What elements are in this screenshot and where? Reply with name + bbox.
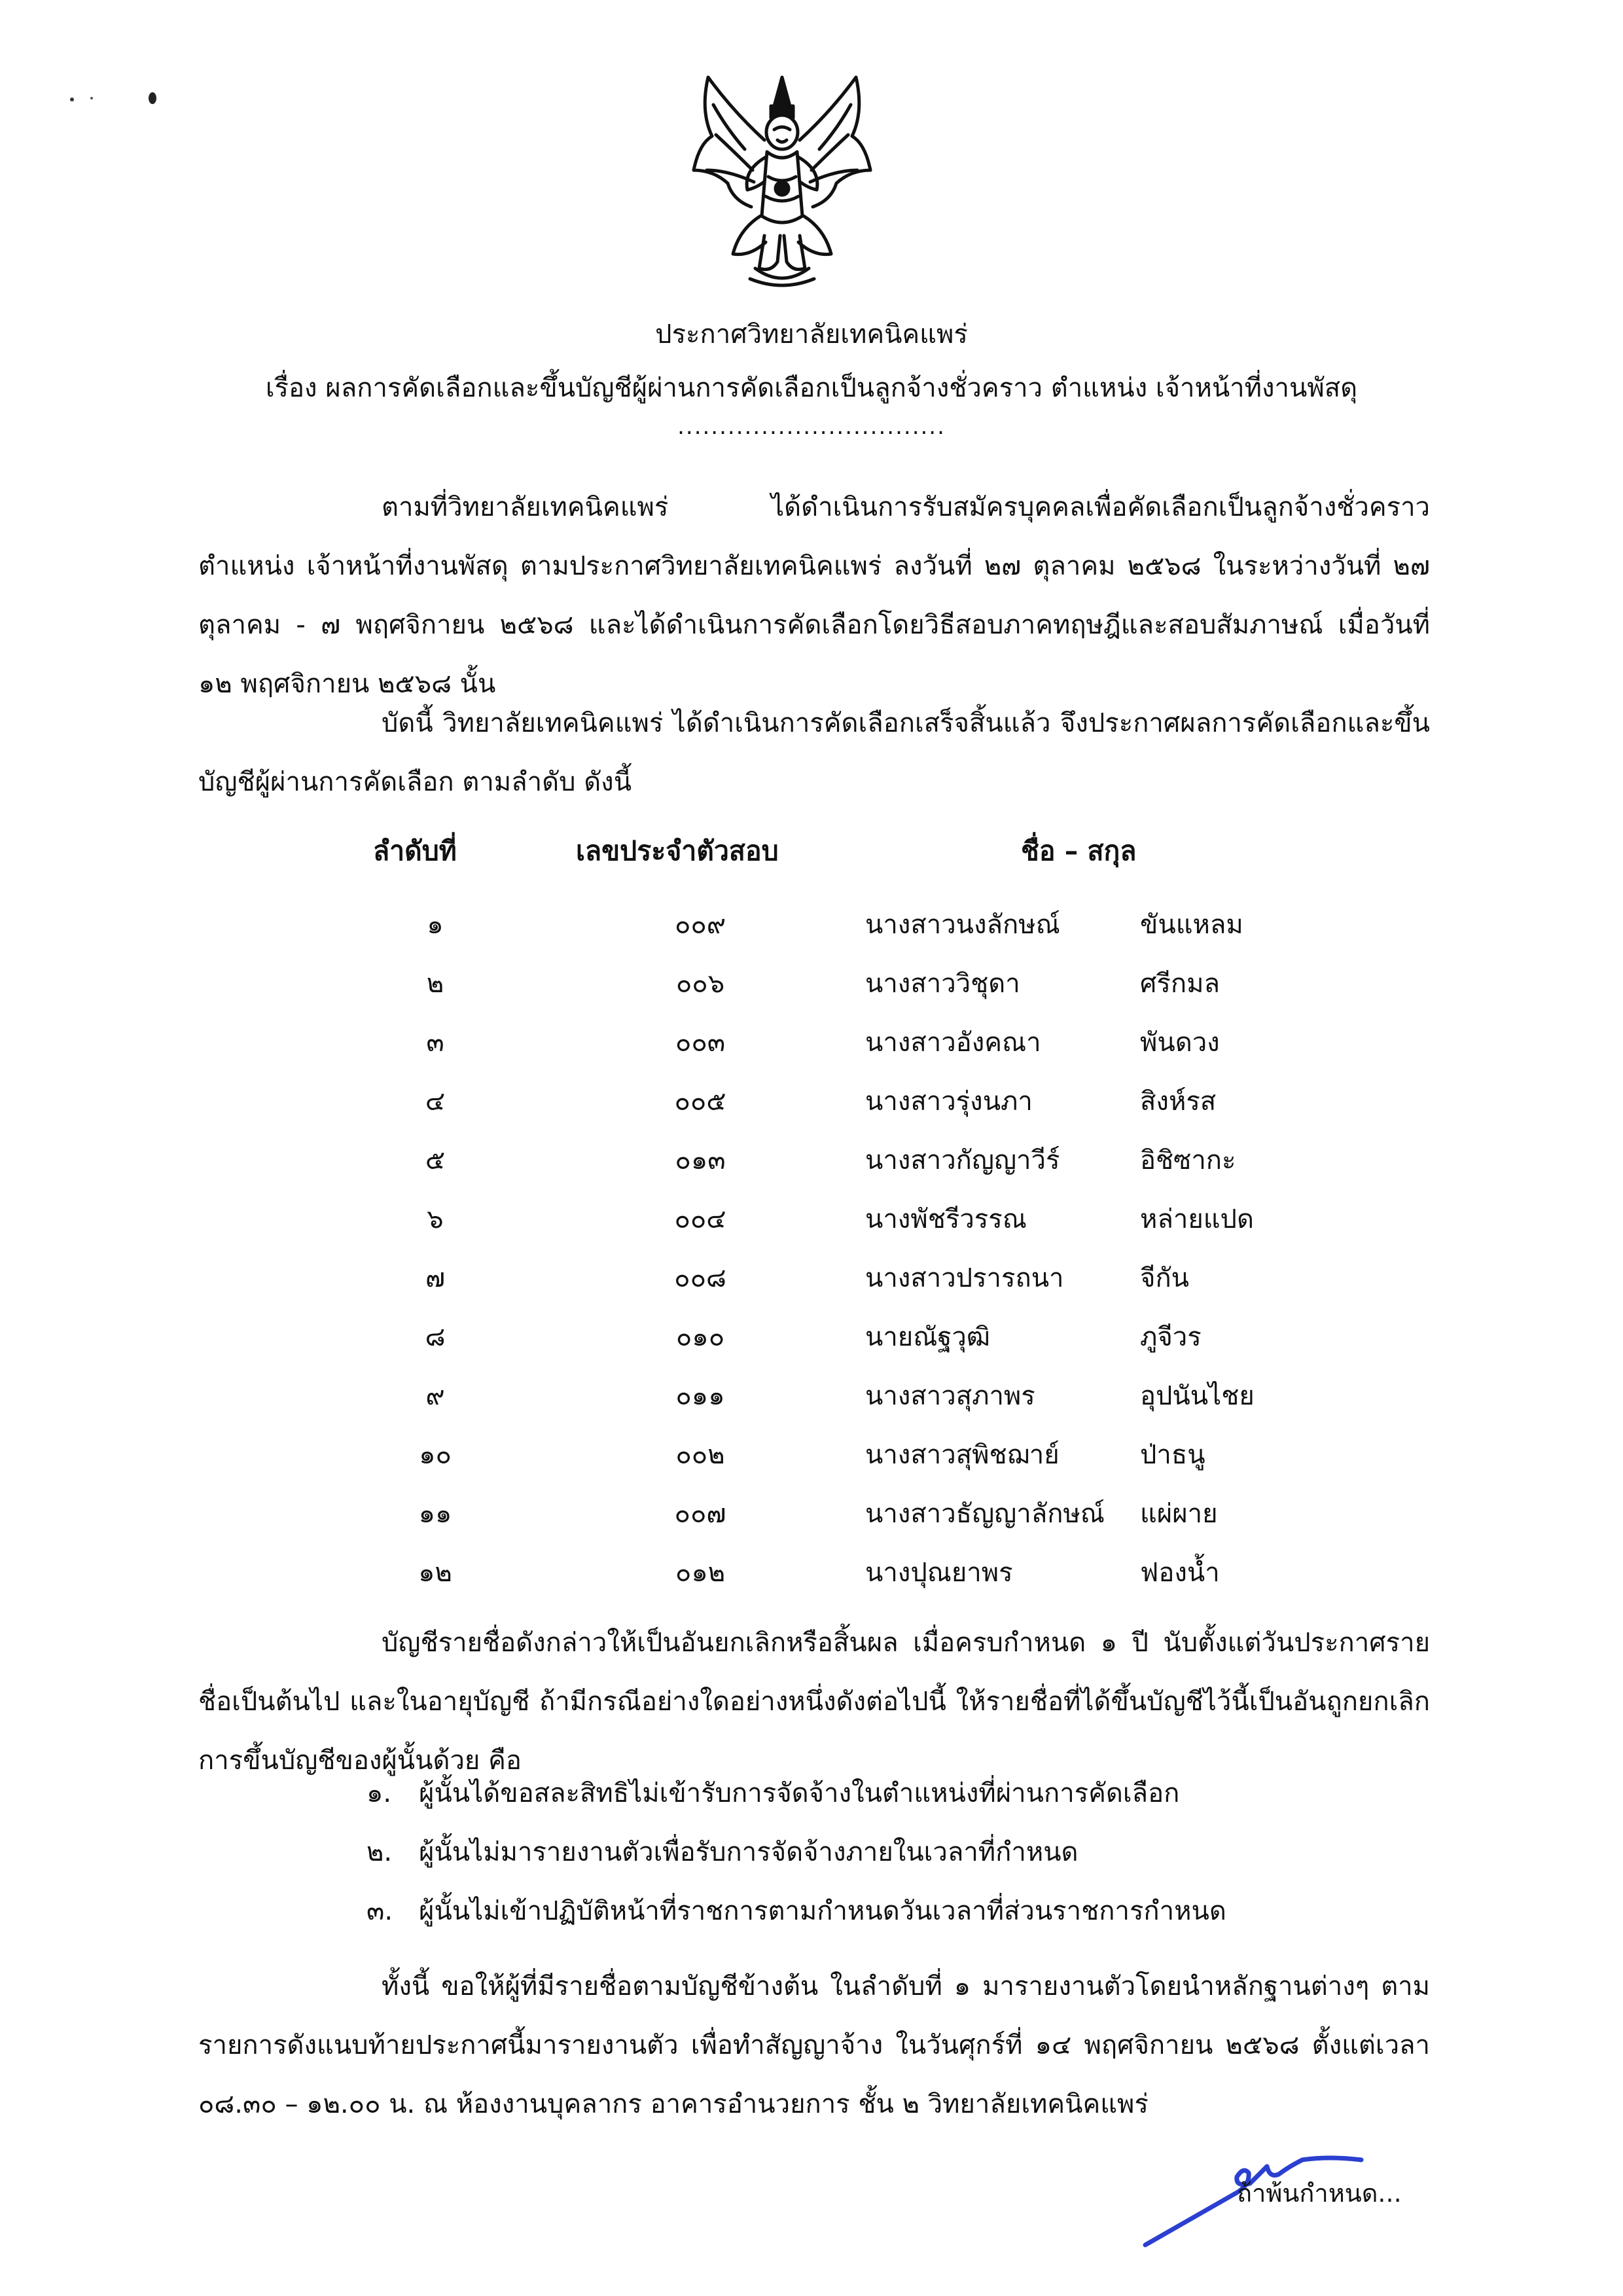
row-rank: ๗ (425, 1263, 446, 1293)
row-exam-id: ๐๑๐ (675, 1322, 725, 1352)
row-exam-id: ๐๐๔ (674, 1204, 726, 1234)
row-last-name: ป่าธนู (1140, 1440, 1205, 1470)
condition-item (366, 1823, 1226, 1882)
table-row (0, 1551, 1623, 1610)
table-row (0, 903, 1623, 962)
row-last-name: แผ่ผาย (1140, 1499, 1218, 1529)
row-last-name: หล่ายแปด (1140, 1204, 1254, 1234)
row-last-name: สิงห์รส (1140, 1086, 1217, 1117)
garuda-emblem-icon (687, 72, 877, 288)
condition-item (366, 1764, 1226, 1823)
table-row (0, 1316, 1623, 1374)
row-rank: ๑๒ (418, 1558, 452, 1588)
row-last-name: ฟองน้ำ (1140, 1558, 1220, 1588)
row-rank: ๙ (425, 1381, 445, 1411)
row-exam-id: ๐๐๘ (674, 1263, 726, 1293)
condition-text: ผู้นั้นไม่มารายงานตัวเพื่อรับการจัดจ้างภายในเวลาที่กำหนด (419, 1837, 1079, 1867)
row-exam-id: ๐๑๓ (675, 1145, 726, 1175)
scan-specks (59, 59, 190, 111)
table-row (0, 1139, 1623, 1198)
row-first-name: นางสาวนงลักษณ์ (865, 910, 1060, 940)
condition-number: ๓. (366, 1896, 393, 1926)
continued-marker: ถ้าพ้นกำหนด... (1237, 2179, 1402, 2208)
row-exam-id: ๐๐๖ (675, 969, 725, 999)
row-first-name: นางสาววิชุดา (865, 969, 1020, 999)
row-exam-id: ๐๑๑ (675, 1381, 725, 1411)
table-row (0, 1021, 1623, 1080)
row-first-name: นางสาวอังคณา (865, 1028, 1041, 1058)
row-first-name: นางพัชรีวรรณ (865, 1204, 1027, 1234)
row-last-name: อุปนันไชย (1140, 1381, 1255, 1411)
condition-number: ๑. (366, 1778, 392, 1808)
table-row (0, 962, 1623, 1021)
table-header-name: ชื่อ – สกุล (1021, 835, 1137, 867)
row-last-name: พันดวง (1140, 1028, 1220, 1058)
row-first-name: นางสาวรุ่งนภา (865, 1086, 1033, 1117)
report-instruction-paragraph: ทั้งนี้ ขอให้ผู้ที่มีรายชื่อตามบัญชีข้างต้น ในลำดับที่ ๑ มารายงานตัวโดยนำหลักฐานต่างๆ ตามรายการดังแนบท้ายประกาศนี้มารายงานตัว เพื่อทำสัญญาจ้าง ในวันศุกร์ที่ ๑๔ พฤศจิกายน ๒๕๖๘ ตั้งแต่เวลา ๐๘.๓๐ – ๑๒.๐๐ น. ณ ห้องงานบุคลากร อาคารอำนวยการ ชั้น ๒ วิทยาลัยเทคนิคแพร่ (198, 1971, 1431, 2119)
row-first-name: นางสาวสุภาพร (865, 1381, 1035, 1411)
row-rank: ๓ (426, 1028, 444, 1058)
row-exam-id: ๐๐๒ (675, 1440, 725, 1470)
row-last-name: อิชิซากะ (1140, 1145, 1236, 1175)
table-row (0, 1257, 1623, 1316)
row-first-name: นางปุณยาพร (865, 1558, 1013, 1588)
row-exam-id: ๐๑๒ (675, 1558, 726, 1588)
row-last-name: ภูจีวร (1140, 1322, 1202, 1352)
row-last-name: ขันแหลม (1140, 910, 1243, 940)
validity-paragraph: บัญชีรายชื่อดังกล่าวให้เป็นอันยกเลิกหรือสิ้นผล เมื่อครบกำหนด ๑ ปี นับตั้งแต่วันประกาศรายชื่อเป็นต้นไป และในอายุบัญชี ถ้ามีกรณีอย่างใดอย่างหนึ่งดังต่อไปนี้ ให้รายชื่อที่ได้ขึ้นบัญชีไว้นี้เป็นอันถูกยกเลิกการขึ้นบัญชีของผู้นั้นด้วย คือ (198, 1628, 1430, 1776)
row-first-name: นางสาวกัญญาวีร์ (865, 1145, 1060, 1175)
row-exam-id: ๐๐๓ (675, 1028, 726, 1058)
table-header-exam-id: เลขประจำตัวสอบ (576, 835, 779, 867)
cancellation-conditions (366, 1764, 1226, 1941)
row-rank: ๔ (425, 1086, 446, 1117)
row-exam-id: ๐๐๙ (674, 910, 726, 940)
table-row (0, 1198, 1623, 1257)
result-paragraph: บัดนี้ วิทยาลัยเทคนิคแพร่ ได้ดำเนินการคัดเลือกเสร็จสิ้นแล้ว จึงประกาศผลการคัดเลือกและขึ้นบัญชีผู้ผ่านการคัดเลือก ตามลำดับ ดังนี้ (198, 708, 1430, 797)
condition-item (366, 1882, 1226, 1941)
row-first-name: นางสาวปรารถนา (865, 1263, 1064, 1293)
separator-dots: ................................ (677, 414, 946, 440)
condition-text: ผู้นั้นได้ขอสละสิทธิไม่เข้ารับการจัดจ้างในตำแหน่งที่ผ่านการคัดเลือก (419, 1778, 1180, 1808)
table-row (0, 1492, 1623, 1551)
condition-text: ผู้นั้นไม่เข้าปฏิบัติหน้าที่ราชการตามกำหนดวันเวลาที่ส่วนราชการกำหนด (419, 1896, 1226, 1926)
row-first-name: นายณัฐวุฒิ (865, 1322, 991, 1352)
row-rank: ๒ (426, 969, 444, 999)
row-rank: ๑๐ (419, 1440, 452, 1470)
row-first-name: นางสาวธัญญาลักษณ์ (865, 1499, 1105, 1529)
table-row (0, 1433, 1623, 1492)
row-exam-id: ๐๐๗ (674, 1499, 726, 1529)
intro-paragraph: ตามที่วิทยาลัยเทคนิคแพร่ ได้ดำเนินการรับสมัครบุคคลเพื่อคัดเลือกเป็นลูกจ้างชั่วคราว ตำแหน่ง เจ้าหน้าที่งานพัสดุ ตามประกาศวิทยาลัยเทคนิคแพร่ ลงวันที่ ๒๗ ตุลาคม ๒๕๖๘ ในระหว่างวันที่ ๒๗ ตุลาคม - ๗ พฤศจิกายน ๒๕๖๘ และได้ดำเนินการคัดเลือกโดยวิธีสอบภาคทฤษฎีและสอบสัมภาษณ์ เมื่อวันที่ ๑๒ พฤศจิกายน ๒๕๖๘ นั้น (198, 492, 1430, 699)
table-header-rank: ลำดับที่ (373, 835, 457, 867)
table-row (0, 1374, 1623, 1433)
row-exam-id: ๐๐๕ (674, 1086, 726, 1117)
condition-number: ๒. (366, 1837, 393, 1867)
announcement-title: ประกาศวิทยาลัยเทคนิคแพร่ (655, 319, 968, 350)
announcement-subject: เรื่อง ผลการคัดเลือกและขึ้นบัญชีผู้ผ่านการคัดเลือกเป็นลูกจ้างชั่วคราว ตำแหน่ง เจ้าหน้าที่งานพัสดุ (265, 373, 1358, 403)
table-row (0, 1080, 1623, 1139)
row-rank: ๑๑ (418, 1499, 452, 1529)
row-rank: ๕ (425, 1145, 446, 1175)
row-last-name: ศรีกมล (1140, 969, 1220, 999)
row-rank: ๖ (427, 1204, 444, 1234)
row-rank: ๘ (425, 1322, 446, 1352)
row-last-name: จีกัน (1140, 1263, 1189, 1293)
row-rank: ๑ (427, 910, 444, 940)
row-first-name: นางสาวสุพิชฌาย์ (865, 1440, 1060, 1470)
